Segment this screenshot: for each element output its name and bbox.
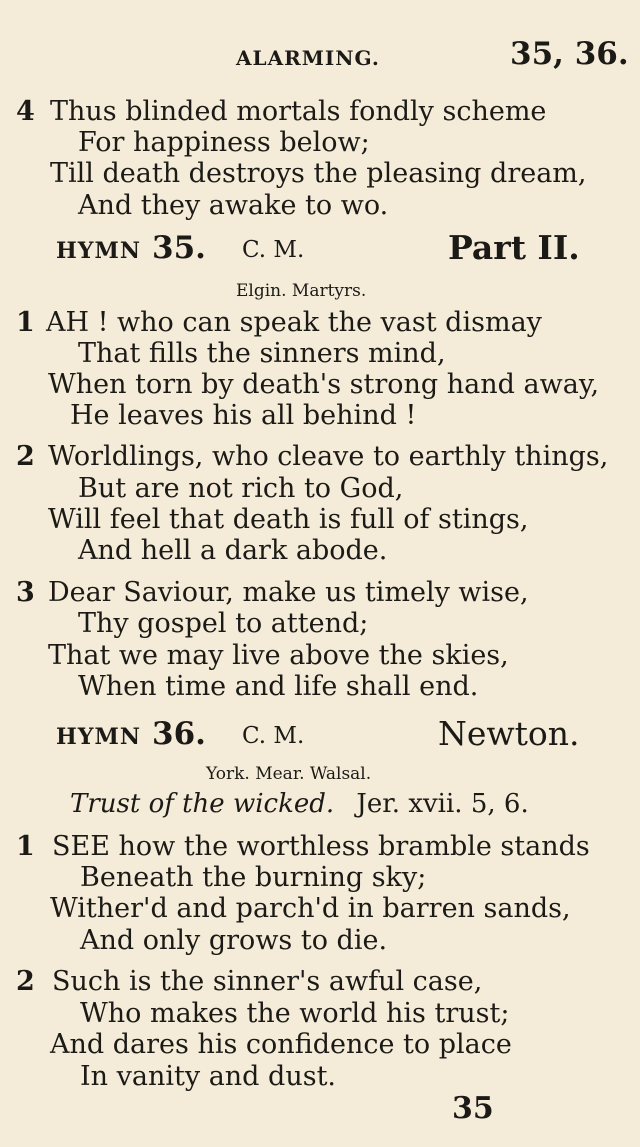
stanza-line: SEE how the worthless bramble stands xyxy=(52,831,590,862)
hymn-author: Newton. xyxy=(438,714,580,753)
hymn-number: 35. xyxy=(152,230,206,266)
hymn-36-subtitle xyxy=(70,789,529,819)
running-head xyxy=(0,38,640,78)
stanza-line: Dear Saviour, make us timely wise, xyxy=(48,577,529,608)
hymn-number: 36. xyxy=(152,716,206,752)
stanza-line: That we may live above the skies, xyxy=(48,640,509,671)
stanza-line: Will feel that death is full of stings, xyxy=(48,504,529,535)
hymn-meter: C. M. xyxy=(242,237,305,263)
stanza-number: 2 xyxy=(16,441,35,472)
stanza-line: And only grows to die. xyxy=(80,925,388,956)
stanza-number: 2 xyxy=(16,966,35,997)
stanza-line: When time and life shall end. xyxy=(78,671,479,702)
subtitle-reference: Jer. xvii. 5, 6. xyxy=(356,789,529,819)
stanza-line: Beneath the burning sky; xyxy=(80,862,427,893)
stanza-line: For happiness below; xyxy=(78,127,370,158)
hymn-meter: C. M. xyxy=(242,723,305,749)
subtitle-title: Trust of the wicked. xyxy=(70,789,335,819)
stanza-line: AH ! who can speak the vast dismay xyxy=(46,307,542,338)
hymn-part: Part II. xyxy=(448,228,580,267)
hymn-35-header xyxy=(0,228,640,272)
stanza-line: In vanity and dust. xyxy=(80,1061,337,1092)
stanza-number: 3 xyxy=(16,577,35,608)
stanza-line: But are not rich to God, xyxy=(78,473,404,504)
hymn-label: HYMN xyxy=(56,724,141,750)
stanza-number: 1 xyxy=(16,831,35,862)
hymn-35-tunes: Elgin. Martyrs. xyxy=(236,281,367,301)
stanza-line: Wither'd and parch'd in barren sands, xyxy=(50,893,571,924)
page-number: 35 xyxy=(452,1091,494,1126)
stanza-line: And they awake to wo. xyxy=(78,190,389,221)
hymn-label: HYMN xyxy=(56,238,141,264)
hymn-36-tunes: York. Mear. Walsal. xyxy=(206,764,372,784)
hymn-36-header xyxy=(0,714,640,758)
stanza-line: Thy gospel to attend; xyxy=(78,608,369,639)
stanza-line: Thus blinded mortals fondly scheme xyxy=(50,96,547,127)
stanza-line: That fills the sinners mind, xyxy=(78,338,446,369)
page-hymn-numbers: 35, 36. xyxy=(510,36,629,72)
running-title: ALARMING. xyxy=(236,46,380,70)
stanza-line: He leaves his all behind ! xyxy=(70,400,417,431)
stanza-line: And dares his confidence to place xyxy=(50,1029,512,1060)
stanza-line: Till death destroys the pleasing dream, xyxy=(50,158,587,189)
stanza-number: 1 xyxy=(16,307,35,338)
stanza-line: When torn by death's strong hand away, xyxy=(48,369,600,400)
stanza-line: Who makes the world his trust; xyxy=(80,998,510,1029)
stanza-line: And hell a dark abode. xyxy=(78,535,388,566)
stanza-line: Worldlings, who cleave to earthly things, xyxy=(48,441,609,472)
stanza-line: Such is the sinner's awful case, xyxy=(52,966,483,997)
stanza-number: 4 xyxy=(16,96,35,127)
